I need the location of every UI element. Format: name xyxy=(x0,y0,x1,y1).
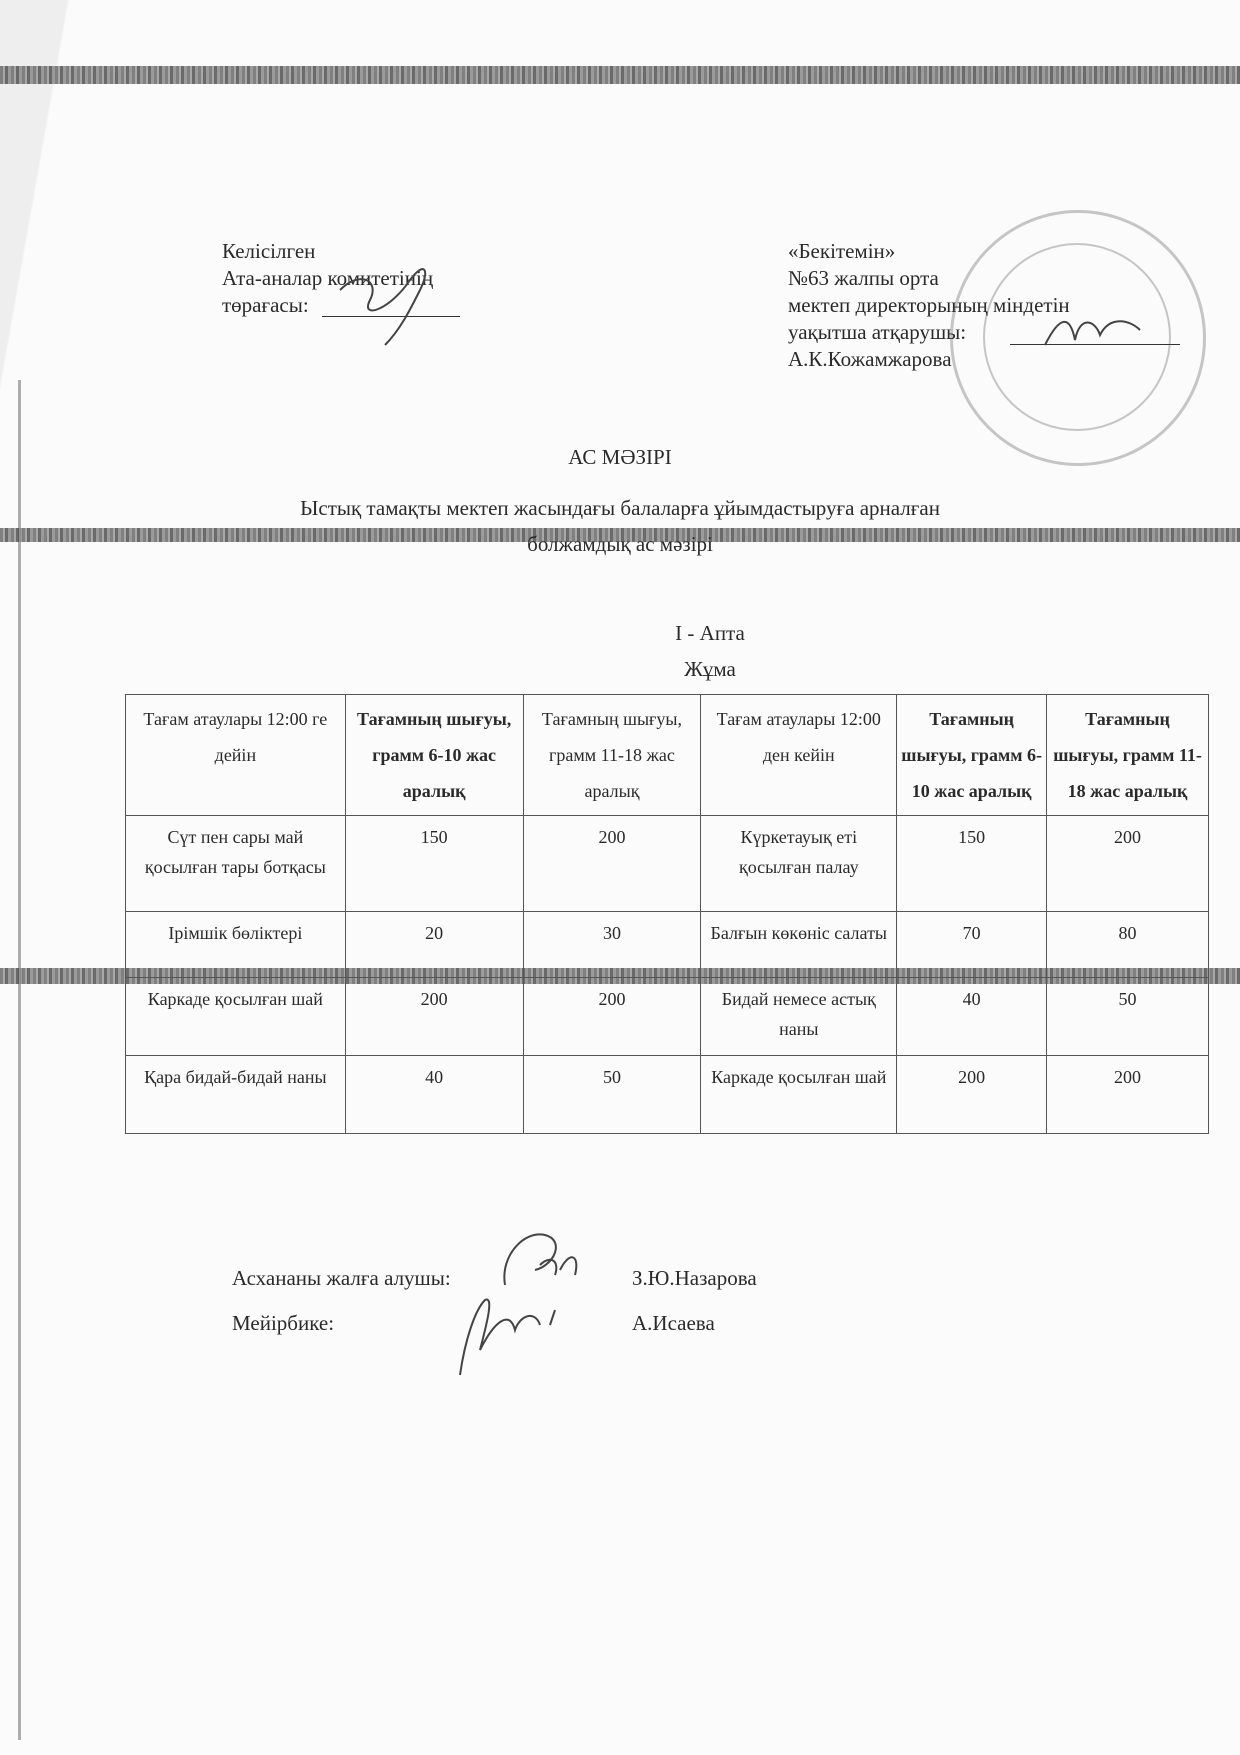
nurse-label: Мейірбике: xyxy=(232,1311,335,1335)
left-chair-label: төрағасы: xyxy=(222,293,309,317)
week-label: I - Апта xyxy=(675,621,745,645)
table-cell: Ірімшік бөліктері xyxy=(126,912,346,978)
table-cell: 200 xyxy=(897,1056,1047,1134)
table-cell: 200 xyxy=(1047,816,1209,912)
subtitle-line-1: Ыстық тамақты мектеп жасындағы балаларға ұйымдастыруға арналған xyxy=(300,496,940,520)
right-approve-label: «Бекітемін» xyxy=(788,239,896,263)
menu-table xyxy=(125,694,1209,1134)
table-cell: Сүт пен сары май қосылған тары ботқасы xyxy=(126,816,346,912)
cook-name: З.Ю.Назарова xyxy=(632,1266,757,1290)
nurse-name: А.Исаева xyxy=(632,1311,715,1335)
table-cell: 30 xyxy=(523,912,701,978)
table-cell: Балғын көкөніс салаты xyxy=(701,912,897,978)
table-cell: 70 xyxy=(897,912,1047,978)
scan-edge-line xyxy=(18,380,21,1740)
table-row xyxy=(126,978,1209,1056)
right-signature-image xyxy=(1040,305,1150,355)
table-row xyxy=(126,1056,1209,1134)
table-cell: 40 xyxy=(345,1056,523,1134)
table-cell: 50 xyxy=(523,1056,701,1134)
left-agreed-label: Келісілген xyxy=(222,239,316,263)
page-title: АС МӘЗІРІ xyxy=(568,445,672,469)
page-subtitle xyxy=(0,490,1240,562)
table-cell: 80 xyxy=(1047,912,1209,978)
left-signature-image xyxy=(330,250,450,350)
table-cell: Каркаде қосылған шай xyxy=(701,1056,897,1134)
table-cell: 200 xyxy=(523,978,701,1056)
table-cell: 200 xyxy=(1047,1056,1209,1134)
table-cell: 200 xyxy=(523,816,701,912)
right-school-label: №63 жалпы орта xyxy=(788,266,939,290)
right-acting-label: уақытша атқарушы: xyxy=(788,320,967,344)
subtitle-line-2: болжамдық ас мәзірі xyxy=(527,532,713,556)
left-committee-label: Ата-аналар комитетінің xyxy=(222,266,434,290)
header-cell: Тағам атаулары 12:00 ге дейін xyxy=(126,695,346,816)
table-row xyxy=(126,816,1209,912)
cook-signature-image xyxy=(495,1225,595,1295)
table-cell: 150 xyxy=(897,816,1047,912)
cook-label: Асхананы жалға алушы: xyxy=(232,1266,451,1290)
approval-right-block xyxy=(788,238,1070,373)
week-day-heading xyxy=(90,615,1240,687)
scan-artifact-band-top xyxy=(0,66,1240,84)
right-director-name: А.К.Кожамжарова xyxy=(788,347,952,371)
table-cell: Каркаде қосылған шай xyxy=(126,978,346,1056)
header-cell: Тағам атаулары 12:00 ден кейін xyxy=(701,695,897,816)
table-cell: Күркетауық еті қосылған палау xyxy=(701,816,897,912)
scan-edge-shadow xyxy=(0,0,150,420)
right-director-label: мектеп директорының міндетін xyxy=(788,293,1070,317)
table-row xyxy=(126,912,1209,978)
table-header-row xyxy=(126,695,1209,816)
header-cell: Тағамның шығуы, грамм 6-10 жас аралық xyxy=(897,695,1047,816)
table-cell: Бидай немесе астық наны xyxy=(701,978,897,1056)
table-cell: 150 xyxy=(345,816,523,912)
nurse-signature-image xyxy=(440,1290,580,1380)
table-cell: 40 xyxy=(897,978,1047,1056)
day-label: Жұма xyxy=(684,657,736,681)
header-cell: Тағамның шығуы, грамм 6-10 жас аралық xyxy=(345,695,523,816)
header-cell: Тағамның шығуы, грамм 11-18 жас аралық xyxy=(523,695,701,816)
table-cell: 50 xyxy=(1047,978,1209,1056)
table-cell: 20 xyxy=(345,912,523,978)
table-cell: 200 xyxy=(345,978,523,1056)
header-cell: Тағамның шығуы, грамм 11-18 жас аралық xyxy=(1047,695,1209,816)
table-cell: Қара бидай-бидай наны xyxy=(126,1056,346,1134)
